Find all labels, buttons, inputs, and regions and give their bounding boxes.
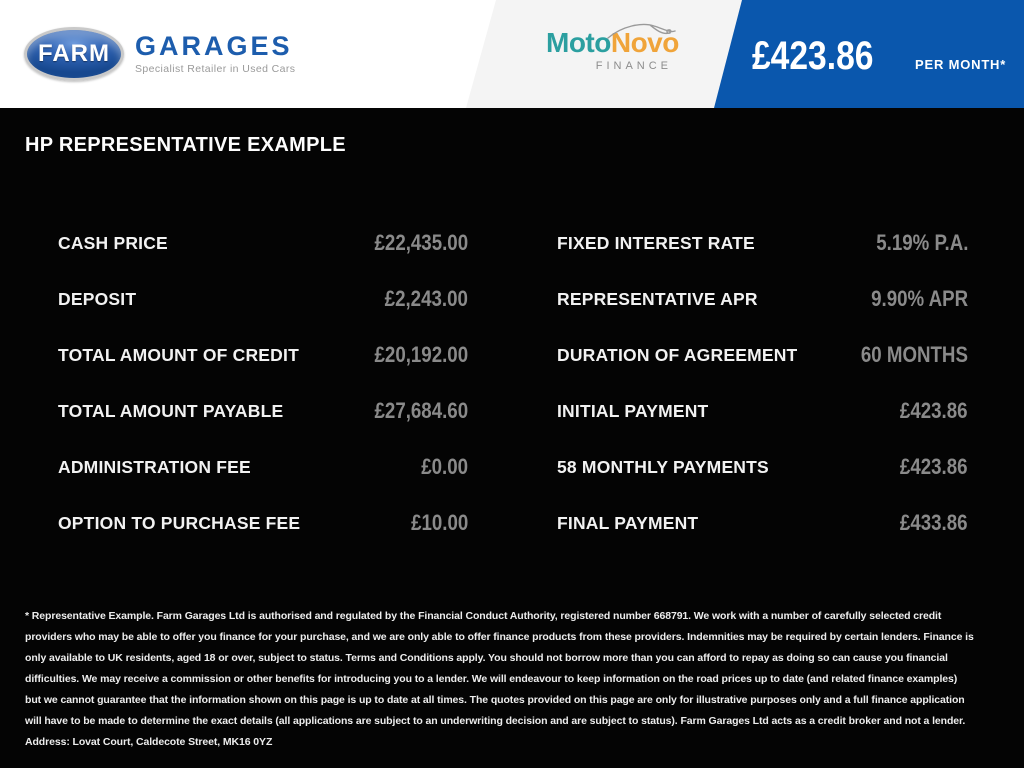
row-label: CASH PRICE [58, 232, 168, 253]
farm-garages-logo [24, 27, 295, 81]
finance-table-right-column [557, 215, 968, 551]
row-value: 5.19% P.A. [875, 230, 968, 255]
row-value: £27,684.60 [374, 398, 468, 423]
finance-table-left-column [58, 215, 468, 551]
row-value: 9.90% APR [870, 286, 968, 311]
row-label: ADMINISTRATION FEE [58, 456, 251, 477]
row-value: £22,435.00 [374, 230, 468, 255]
page-title: HP REPRESENTATIVE EXAMPLE [25, 134, 346, 156]
table-row [557, 327, 968, 383]
table-row [557, 271, 968, 327]
farm-oval-badge [24, 27, 124, 81]
car-outline-icon [606, 20, 678, 49]
table-row [557, 439, 968, 495]
table-row [58, 495, 468, 551]
table-row [58, 215, 468, 271]
disclaimer-text: * Representative Example. Farm Garages Ltd is authorised and regulated by the Financial Conduct Authority, registered number 668791. We work with a number of carefully selected credit providers who may be able to offer you finance for your purchase, and we are only able to offer finance products from these providers. Indemnities may be required by certain lenders. Finance is only available to UK residents, aged 18 or over, subject to status. Terms and Conditions apply. You should not borrow more than you can afford to repay as doing so can cause you financial difficulties. We may receive a commission or other benefits for introducing you to a lender. We will endeavour to keep information on the road prices up to date (and related finance examples) but we cannot guarantee that the information shown on this page is up to date at all times. The quotes provided on this page are only for illustrative purposes only and a full finance application will have to be made to determine the exact details (all applications are subject to an underwriting decision and are subject to status). Farm Garages Ltd acts as a credit broker and not a lender. Address: Lovat Court, Caldecote Street, MK16 0YZ [25, 610, 974, 748]
motonovo-moto-text: Moto [546, 27, 611, 58]
table-row [557, 383, 968, 439]
table-row [557, 495, 968, 551]
monthly-price-amount: £423.86 [752, 34, 874, 78]
motonovo-novo-text: Novo [610, 27, 679, 58]
table-row [557, 215, 968, 271]
table-row [58, 439, 468, 495]
row-label: TOTAL AMOUNT PAYABLE [58, 400, 284, 421]
row-label: INITIAL PAYMENT [557, 400, 709, 421]
table-row [58, 327, 468, 383]
farm-logo-name: GARAGES [135, 31, 293, 61]
motonovo-finance-logo [546, 27, 679, 72]
monthly-price-banner [752, 36, 1006, 76]
row-label: DURATION OF AGREEMENT [557, 344, 798, 365]
row-value: £0.00 [421, 454, 468, 479]
row-label: FIXED INTEREST RATE [557, 232, 755, 253]
row-value: £433.86 [900, 510, 968, 535]
row-label: FINAL PAYMENT [557, 512, 699, 533]
row-label: 58 MONTHLY PAYMENTS [557, 456, 769, 477]
row-value: £2,243.00 [384, 286, 468, 311]
farm-logo-text [135, 33, 295, 75]
row-label: DEPOSIT [58, 288, 137, 309]
table-row [58, 271, 468, 327]
table-row [58, 383, 468, 439]
row-value: £423.86 [900, 398, 968, 423]
row-value: £20,192.00 [374, 342, 468, 367]
row-label: OPTION TO PURCHASE FEE [58, 512, 301, 533]
farm-oval-text: FARM [38, 40, 110, 67]
monthly-price-period: PER MONTH* [915, 57, 1007, 72]
row-label: REPRESENTATIVE APR [557, 288, 758, 309]
row-label: TOTAL AMOUNT OF CREDIT [58, 344, 299, 365]
row-value: £423.86 [900, 454, 968, 479]
header [0, 0, 1024, 108]
motonovo-finance-text: FINANCE [595, 59, 672, 72]
farm-logo-tagline: Specialist Retailer in Used Cars [135, 63, 296, 75]
row-value: £10.00 [410, 510, 468, 535]
row-value: 60 MONTHS [860, 342, 968, 367]
